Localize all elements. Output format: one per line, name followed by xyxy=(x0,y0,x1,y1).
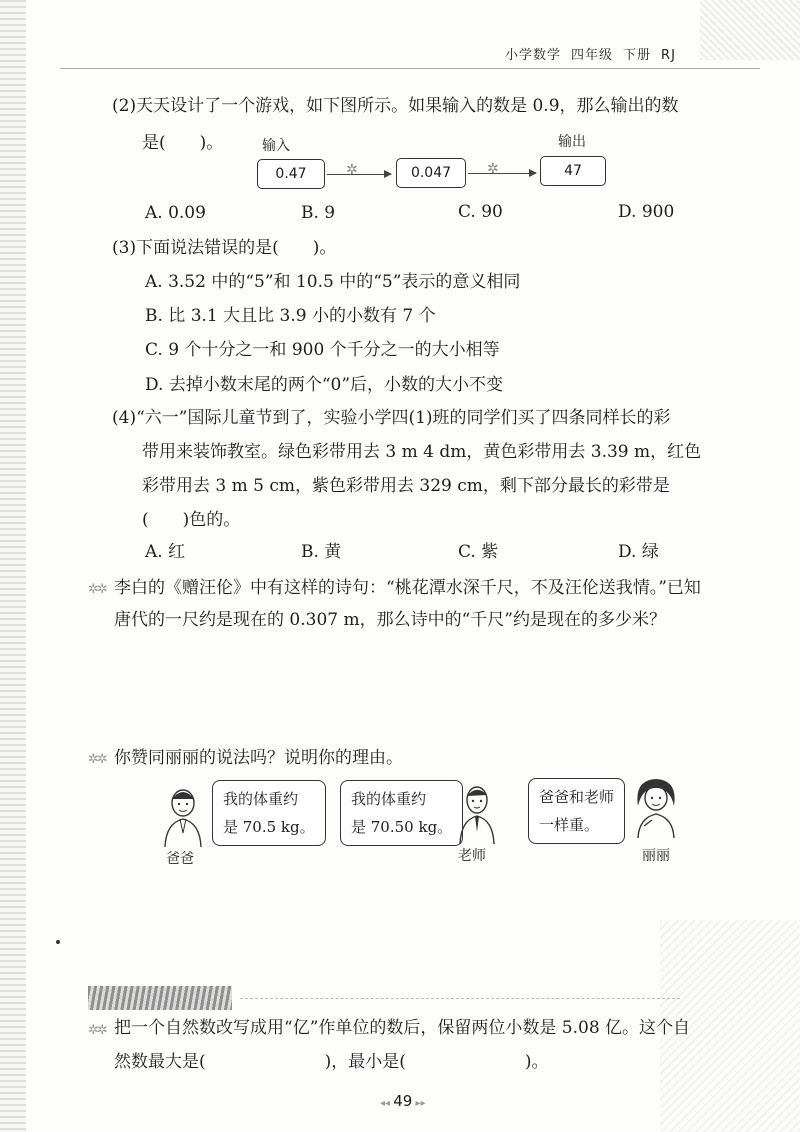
header-volume: 下册 xyxy=(623,48,652,63)
smudge-icon: ✲ xyxy=(346,162,358,178)
scan-texture-top xyxy=(700,0,800,60)
dad-name: 爸爸 xyxy=(166,851,194,867)
q2-line1: (2)天天设计了一个游戏，如下图所示。如果输入的数是 0.9，那么输出的数 xyxy=(112,96,679,116)
dad-speech-bubble xyxy=(212,780,326,846)
q4-line2: 带用来装饰教室。绿色彩带用去 3 m 4 dm，黄色彩带用去 3.39 m，红色 xyxy=(142,442,702,462)
lili-speech-bubble xyxy=(528,778,625,844)
q3-option-c: C. 9 个十分之一和 900 个千分之一的大小相等 xyxy=(145,340,500,360)
q2-option-b: B. 9 xyxy=(301,203,336,223)
header-subject: 小学数学 xyxy=(505,48,562,63)
stray-mark xyxy=(56,940,60,944)
q2-option-a: A. 0.09 xyxy=(145,203,206,223)
flow-box-output: 47 xyxy=(540,156,606,186)
question-number-icon: ✲✲ xyxy=(88,582,106,597)
q4-option-b: B. 黄 xyxy=(301,542,342,562)
lili-name: 丽丽 xyxy=(642,848,670,864)
q3-option-a: A. 3.52 中的“5”和 10.5 中的“5”表示的意义相同 xyxy=(145,272,521,292)
q4-option-a: A. 红 xyxy=(145,542,186,562)
dad-figure-icon xyxy=(160,785,206,847)
lili-figure-icon xyxy=(630,776,682,838)
question-number-icon: ✲✲ xyxy=(88,1023,106,1038)
teacher-name: 老师 xyxy=(458,848,486,864)
output-label: 输出 xyxy=(558,134,586,150)
teacher-bubble-line2: 是 70.50 kg。 xyxy=(351,818,453,836)
q2-line2: 是( )。 xyxy=(142,133,224,153)
poem-line2: 唐代的一尺约是现在的 0.307 m，那么诗中的“千尺”约是现在的多少米？ xyxy=(114,610,666,630)
page-header xyxy=(505,44,676,63)
q4-line1: (4)“六一”国际儿童节到了，实验小学四(1)班的同学们买了四条同样长的彩 xyxy=(112,408,671,428)
flow-box-input: 0.47 xyxy=(257,159,325,189)
section-banner xyxy=(88,986,232,1010)
input-label: 输入 xyxy=(262,138,290,154)
header-grade: 四年级 xyxy=(571,48,614,63)
question-number-icon: ✲✲ xyxy=(88,752,106,767)
q4-option-c: C. 紫 xyxy=(458,542,499,562)
page-number-ornament: ◂◂ xyxy=(380,1098,394,1109)
q4-option-d: D. 绿 xyxy=(618,542,659,562)
section-divider xyxy=(240,998,680,999)
smudge-icon: ✲ xyxy=(487,161,499,177)
flow-arrow-1 xyxy=(327,174,391,175)
weight-stem: 你赞同丽丽的说法吗？说明你的理由。 xyxy=(114,748,403,768)
page-number xyxy=(380,1092,426,1110)
page-number-value: 49 xyxy=(393,1092,413,1110)
q3-option-b: B. 比 3.1 大且比 3.9 小的小数有 7 个 xyxy=(145,306,436,326)
q4-line4: ( )色的。 xyxy=(142,510,241,530)
last-line1: 把一个自然数改写成用“亿”作单位的数后，保留两位小数是 5.08 亿。这个自 xyxy=(114,1018,691,1038)
lili-bubble-line2: 一样重。 xyxy=(539,816,600,834)
q2-option-d: D. 900 xyxy=(618,202,675,222)
lili-bubble-line1: 爸爸和老师 xyxy=(539,788,615,806)
q4-line3: 彩带用去 3 m 5 cm，紫色彩带用去 329 cm，剩下部分最长的彩带是 xyxy=(142,476,670,496)
flow-box-middle: 0.047 xyxy=(396,158,466,188)
teacher-speech-bubble xyxy=(340,780,463,846)
last-line2: 然数最大是( )，最小是( )。 xyxy=(114,1052,549,1072)
header-rule xyxy=(60,68,760,69)
flow-arrow-2 xyxy=(468,173,536,174)
teacher-bubble-line1: 我的体重约 xyxy=(351,790,427,808)
header-edition: RJ xyxy=(661,48,676,63)
page-number-ornament: ▸▸ xyxy=(412,1098,426,1109)
dad-bubble-line1: 我的体重约 xyxy=(223,790,299,808)
teacher-figure-icon xyxy=(454,782,500,844)
poem-line1: 李白的《赠汪伦》中有这样的诗句：“桃花潭水深千尺，不及汪伦送我情。”已知 xyxy=(114,578,701,598)
q3-option-d: D. 去掉小数末尾的两个“0”后，小数的大小不变 xyxy=(145,375,504,395)
binding-edge xyxy=(0,0,26,1132)
q2-option-c: C. 90 xyxy=(458,202,503,222)
q3-stem: (3)下面说法错误的是( )。 xyxy=(112,238,337,258)
dad-bubble-line2: 是 70.5 kg。 xyxy=(223,818,315,836)
